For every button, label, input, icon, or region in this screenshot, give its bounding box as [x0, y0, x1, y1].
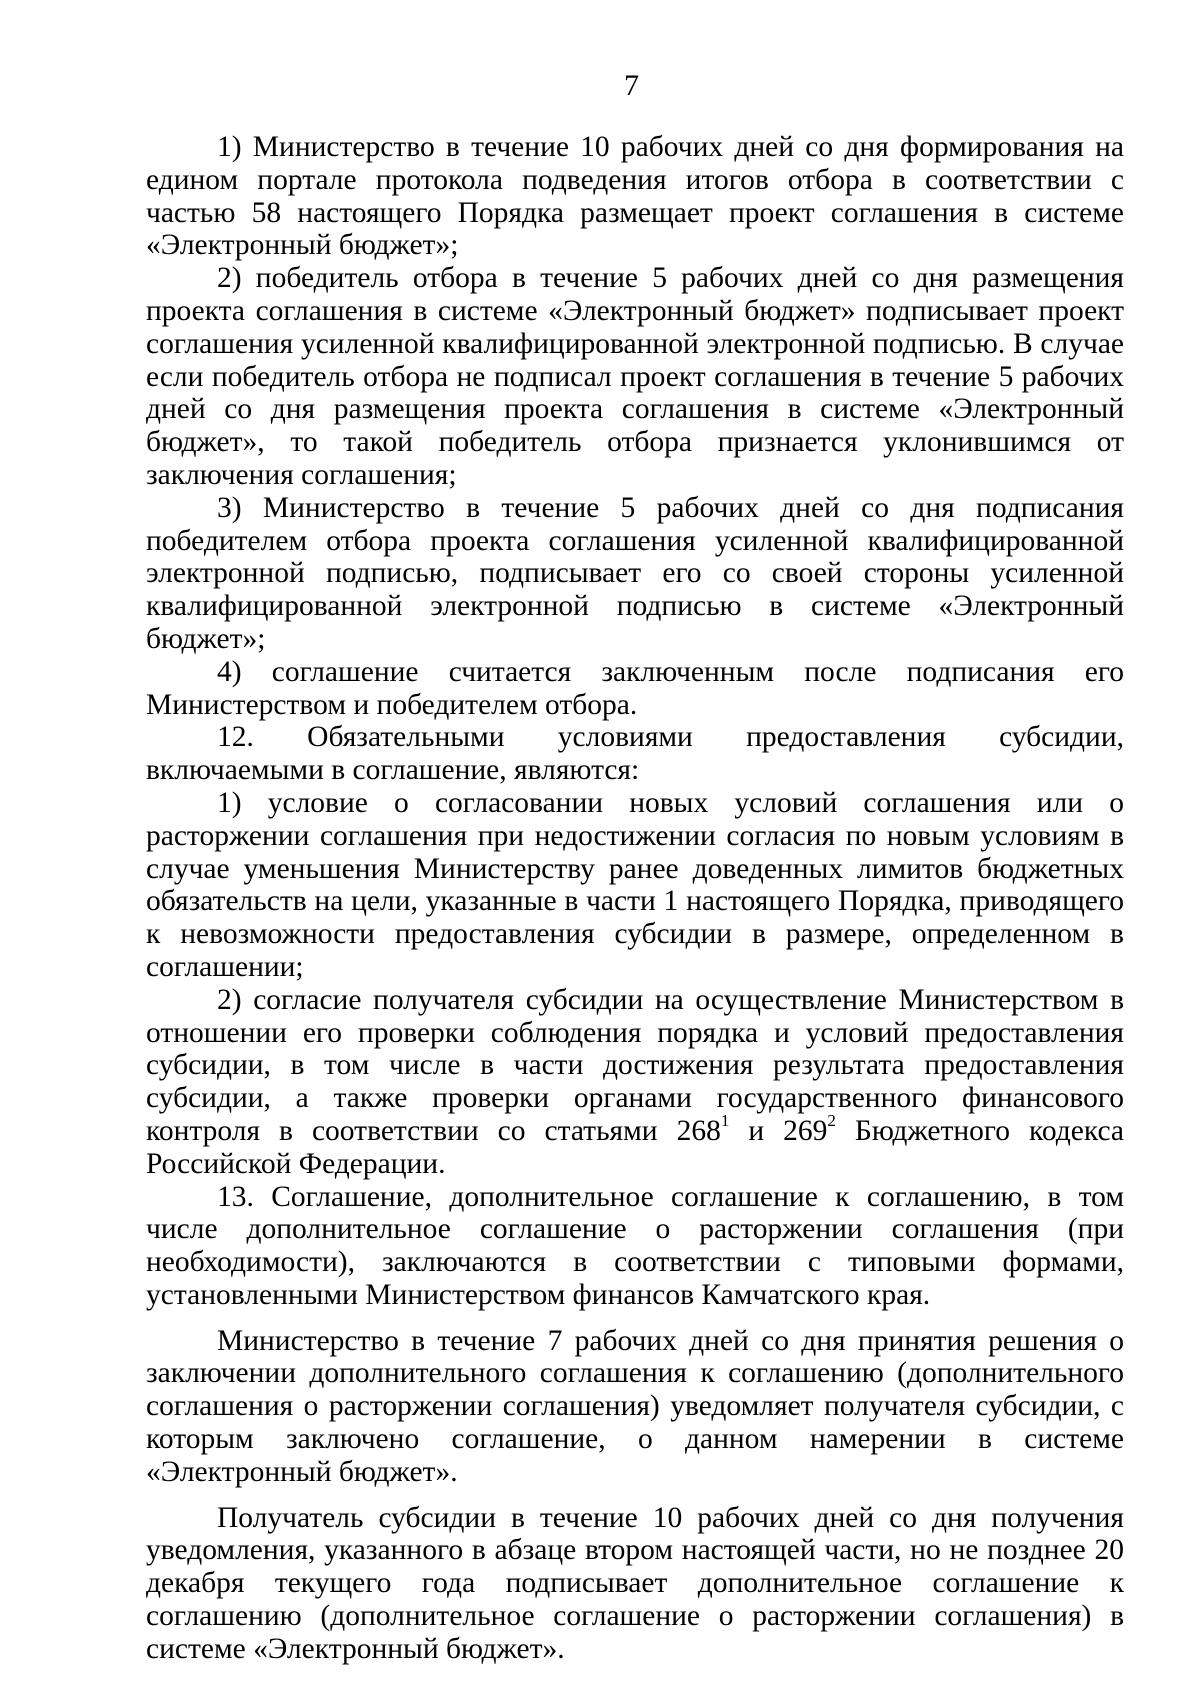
superscript: 2	[827, 1111, 836, 1131]
paragraph-text: 2) согласие получателя субсидии на осуществление Министерством в отношении его проверки соблюдения порядка и условий предоставления субсидии, в том числе в части достижения результата предоставления субсидии, а также проверки органами государственного финансового контроля в соответствии со статьями 268	[146, 983, 1124, 1147]
paragraph-text: Бюджетного кодекса Российской Федерации.	[146, 1114, 1125, 1180]
page-number: 7	[624, 69, 639, 102]
paragraph-section-13-signing: Получатель субсидии в течение 10 рабочих дней со дня получения уведомления, указанного в абзаце втором настоящей части, но не позднее 20 декабря текущего года подписывает дополнительное соглашение к соглашению (дополнительное соглашение о расторжении соглашения) в системе «Электронный бюджет».	[146, 1501, 1124, 1665]
paragraph-item-1-4: 4) соглашение считается заключенным после подписания его Министерством и победителем отбора.	[146, 655, 1124, 721]
paragraph-section-12: 12. Обязательными условиями предоставления субсидии, включаемыми в соглашение, являются:	[146, 721, 1124, 787]
document-body	[146, 131, 1124, 1666]
paragraph-item-1-1: 1) Министерство в течение 10 рабочих дней со дня формирования на едином портале протокола подведения итогов отбора в соответствии с частью 58 настоящего Порядка размещает проект соглашения в системе «Электронный бюджет»;	[146, 131, 1124, 262]
paragraph-section-13-notice: Министерство в течение 7 рабочих дней со дня принятия решения о заключении дополнительного соглашения к соглашению (дополнительного соглашения о расторжении соглашения) уведомляет получателя субсидии, с которым заключено соглашение, о данном намерении в системе «Электронный бюджет».	[146, 1324, 1124, 1488]
paragraph-item-1-3: 3) Министерство в течение 5 рабочих дней со дня подписания победителем отбора проекта соглашения усиленной квалифицированной электронной подписью, подписывает его со своей стороны усиленной квалифицированной электронной подписью в системе «Электронный бюджет»;	[146, 491, 1124, 655]
paragraph-section-13: 13. Соглашение, дополнительное соглашение к соглашению, в том числе дополнительное соглашение о расторжении соглашения (при необходимости), заключаются в соответствии с типовыми формами, установленными Министерством финансов Камчатского края.	[146, 1180, 1124, 1311]
paragraph-text: и 269	[729, 1114, 828, 1147]
paragraph-item-12-2	[146, 984, 1124, 1181]
superscript: 1	[720, 1111, 730, 1131]
paragraph-item-1-2: 2) победитель отбора в течение 5 рабочих дней со дня размещения проекта соглашения в системе «Электронный бюджет» подписывает проект соглашения усиленной квалифицированной электронной подписью. В случае если победитель отбора не подписал проект соглашения в течение 5 рабочих дней со дня размещения проекта соглашения в системе «Электронный бюджет», то такой победитель отбора признается уклонившимся от заключения соглашения;	[146, 262, 1124, 491]
paragraph-item-12-1: 1) условие о согласовании новых условий соглашения или о расторжении соглашения при недостижении согласия по новым условиям в случае уменьшения Министерству ранее доведенных лимитов бюджетных обязательств на цели, указанные в части 1 настоящего Порядка, приводящего к невозможности предоставления субсидии в размере, определенном в соглашении;	[146, 786, 1124, 983]
